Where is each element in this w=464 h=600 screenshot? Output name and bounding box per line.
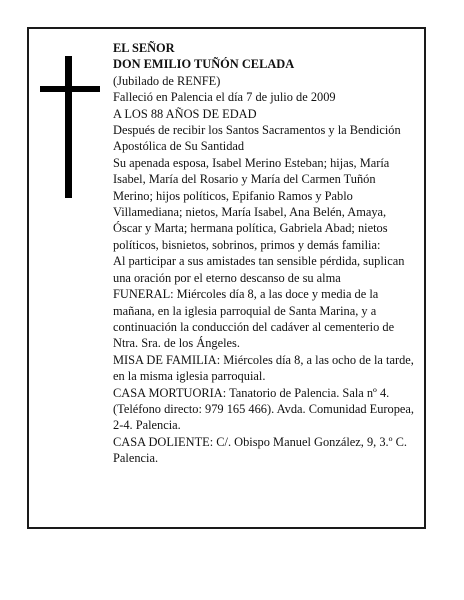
sacraments-line: Después de recibir los Santos Sacramentos y la Bendición Apostólica de Su Santidad — [113, 123, 401, 154]
cross-icon — [40, 56, 100, 198]
age-line: A LOS 88 AÑOS DE EDAD — [113, 106, 257, 121]
family-list: Su apenada esposa, Isabel Merino Esteban; hijas, María Isabel, María del Rosario y María del Carmen Tuñón Merino; hijos políticos, Epifanio Ramos y Pablo Villamediana; nietos, María Isabel, Ana Belén, Amaya, Óscar y Marta; hermana política, Gabriela Abad; nietos políticos, bisnietos, sobrinos, primos y demás familia: — [113, 155, 390, 252]
death-notice: Falleció en Palencia el día 7 de julio de 2009 — [113, 90, 336, 105]
request-prayer: Al participar a sus amistades tan sensible pérdida, suplican una oración por el eterno descanso de su alma — [113, 254, 405, 285]
cross-horizontal-bar — [40, 86, 100, 92]
cross-vertical-bar — [65, 56, 72, 198]
family-mass-info: MISA DE FAMILIA: Miércoles día 8, a las ocho de la tarde, en la misma iglesia parroquial. — [113, 352, 414, 384]
funeral-info: FUNERAL: Miércoles día 8, a las doce y media de la mañana, en la iglesia parroquial de Santa Marina, y a continuación la conducción del cadáver al cementerio de Ntra. Sra. de los Ángeles. — [113, 287, 395, 351]
mortuary-info: CASA MORTUORIA: Tanatorio de Palencia. Sala nº 4. (Teléfono directo: 979 165 466). Avda. Comunidad Europea, 2-4. Palencia. — [113, 385, 415, 433]
deceased-name: DON EMILIO TUÑÓN CELADA — [113, 57, 295, 72]
obituary-text — [113, 40, 418, 467]
occupation-note: (Jubilado de RENFE) — [113, 73, 221, 88]
honorific: EL SEÑOR — [113, 41, 175, 55]
mourning-home-info: CASA DOLIENTE: C/. Obispo Manuel González, 9, 3.º C. Palencia. — [113, 434, 407, 466]
